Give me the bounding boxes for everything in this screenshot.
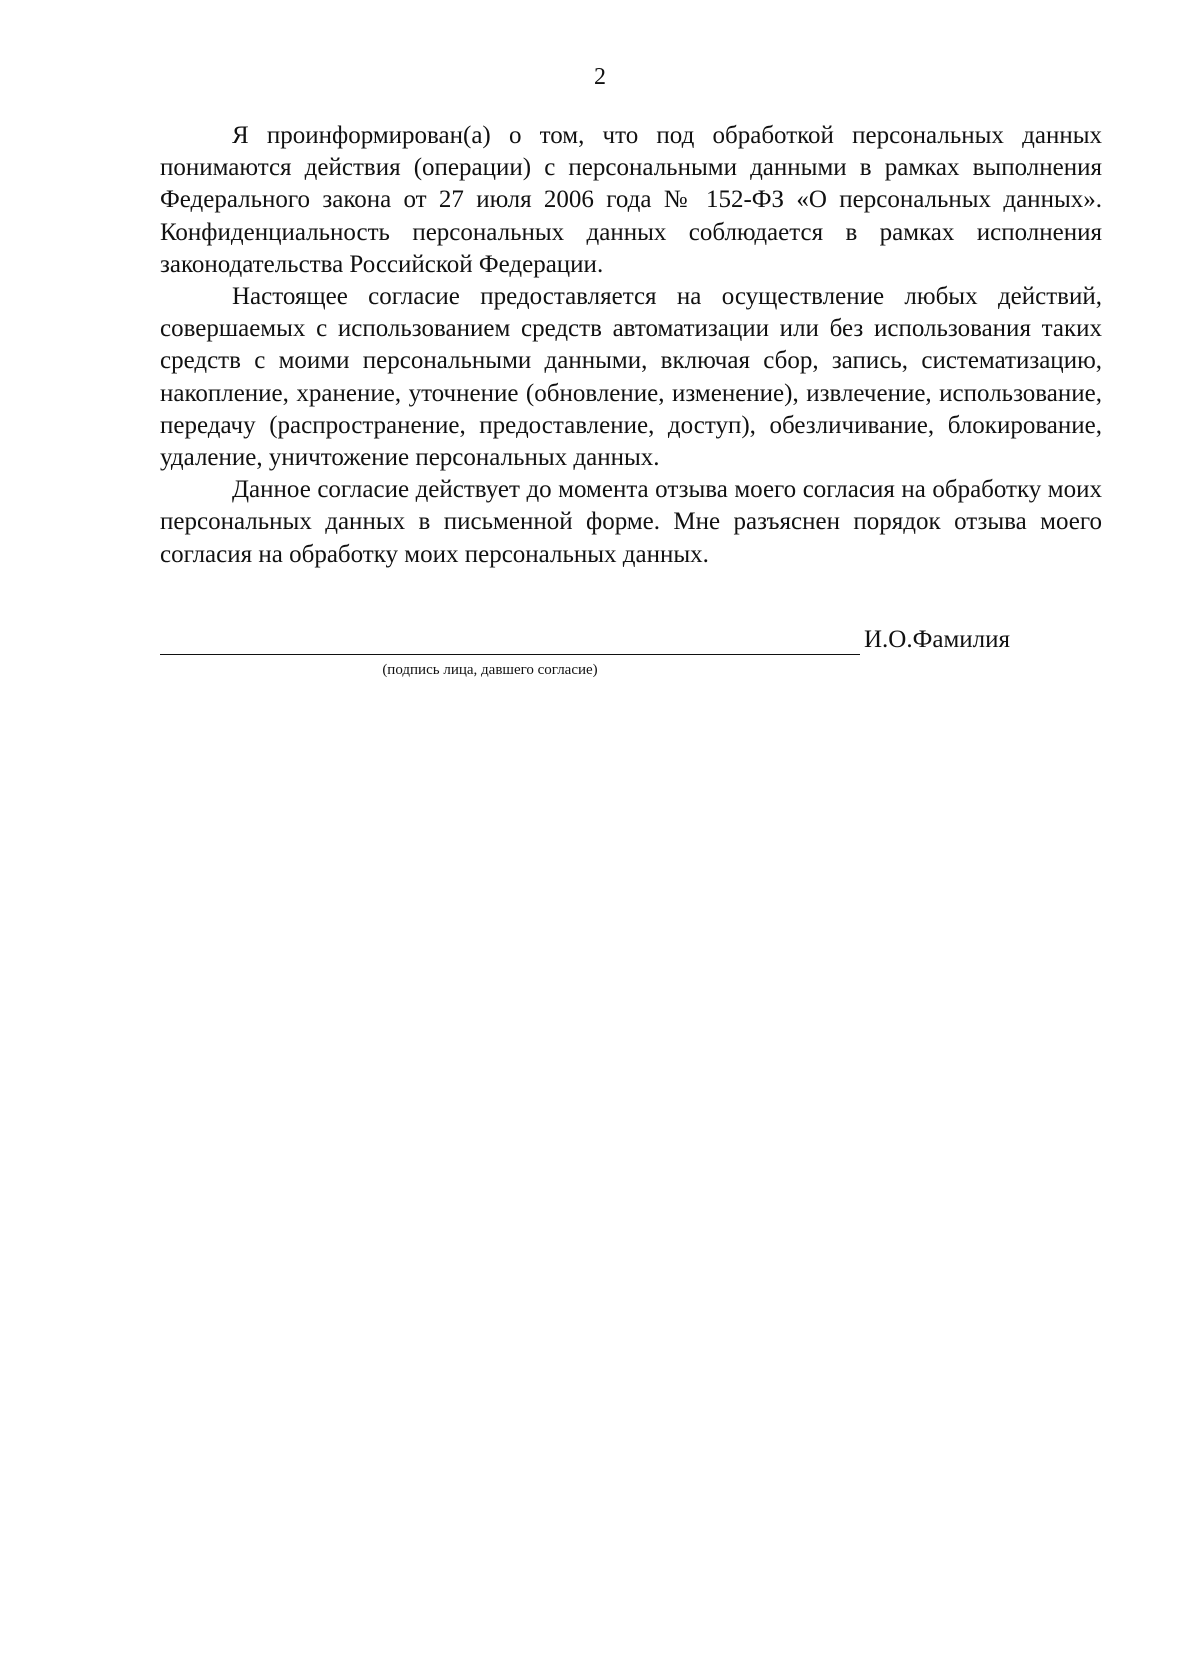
page-number: 2 xyxy=(594,64,606,90)
paragraph-consent-validity: Данное согласие действует до момента отзыва моего согласия на обработку моих персональных данных в письменной форме. Мне разъяснен порядок отзыва моего согласия на обработку моих персональных данных. xyxy=(160,476,1102,568)
signature-line xyxy=(160,654,860,655)
consent-body xyxy=(160,120,1102,571)
paragraph-processing-definition: Я проинформирован(а) о том, что под обработкой персональных данных понимаются действия (операции) с персональными данными в рамках выполнения Федерального закона от 27 июля 2006 года № 152-ФЗ «О персональных данных». Конфиденциальность персональных данных соблюдается в рамках исполнения законодательства Российской Федерации. xyxy=(160,122,1102,278)
paragraph-consent-scope: Настоящее согласие предоставляется на осуществление любых действий, совершаемых с использованием средств автоматизации или без использования таких средств с моими персональными данными, включая сбор, запись, систематизацию, накопление, хранение, уточнение (обновление, изменение), извлечение, использование, передачу (распространение, предоставление, доступ), обезличивание, блокирование, удаление, уничтожение персональных данных. xyxy=(160,283,1102,472)
signer-name: И.О.Фамилия xyxy=(864,626,1011,653)
signature-caption: (подпись лица, давшего согласие) xyxy=(382,662,598,678)
signature-block xyxy=(160,624,1020,684)
